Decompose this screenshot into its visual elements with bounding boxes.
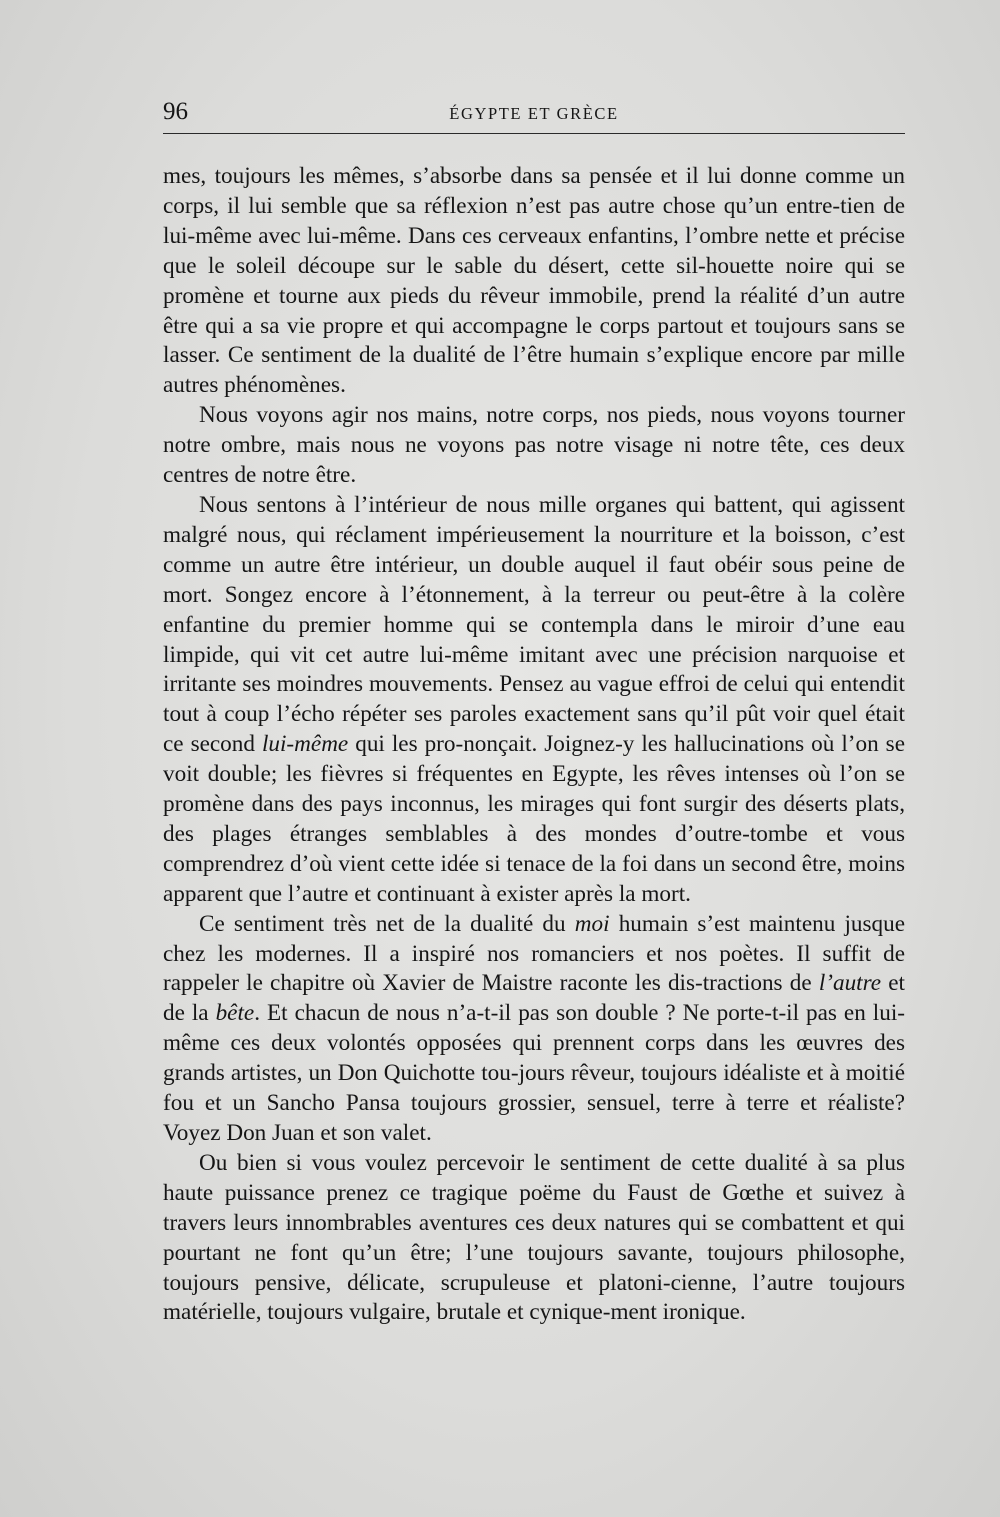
paragraph-text: Nous sentons à l’intérieur de nous mille organes qui battent, qui agissent malgré nous, qui réclament impérieusement la nourriture et la boisson, c’est comme un autre être intérieur, un double auquel il faut obéir sous peine de mort. Songez encore à l’étonnement, à la terreur ou peut-être à la colère enfantine du premier homme qui se contempla dans le miroir d’une eau limpide, qui vit cet autre lui-même imitant avec une précision narquoise et irritante ses moindres mouvements. Pensez au vague effroi de celui qui entendit tout à coup l’écho répéter ses paroles exactement sans qu’il pût voir quel était ce second [163,491,905,758]
paragraph-text: Ce sentiment très net de la dualité du [199,910,575,937]
paragraph-4 [163,910,905,1149]
italic-term-lui-meme: lui-même [261,731,349,758]
paragraph-text: qui les pro-nonçait. Joignez-y les hallucinations où l’on se voit double; les fièvres si fréquentes en Egypte, les rêves intenses où l’on se promène dans des pays inconnus, les mirages qui font surgir des déserts plats, des plages étranges semblables à des mondes d’outre-tombe et vous comprendrez d’où vient cette idée si tenace de la foi dans un second être, moins apparent que l’autre et continuant à exister après la mort. [163,731,905,907]
paragraph-text: Nous voyons agir nos mains, notre corps, nos pieds, nous voyons tourner notre ombre, mais nous ne voyons pas notre visage ni notre tête, ces deux centres de notre être. [163,402,905,489]
paragraph-text: . Et chacun de nous n’a-t-il pas son double ? Ne porte-t-il pas en lui-même ces deux volontés opposées qui prennent corps dans les œuvres des grands artistes, un Don Quichotte tou-jours rêveur, toujours idéaliste et à moitié fou et un Sancho Pansa toujours grossier, sensuel, terre à terre et réaliste? Voyez Don Juan et son valet. [163,1000,905,1146]
page-header [163,98,905,134]
paragraph-5 [163,1149,905,1328]
italic-term-moi: moi [574,910,610,937]
paragraph-text: mes, toujours les mêmes, s’absorbe dans sa pensée et il lui donne comme un corps, il lui semble que sa réflexion n’est pas autre chose qu’un entre-tien de lui-même avec lui-même. Dans ces cerveaux enfantins, l’ombre nette et précise que le soleil découpe sur le sable du désert, cette sil-houette noire qui se promène et tourne aux pieds du rêveur immobile, prend la réalité d’un autre être qui a sa vie propre et qui accompagne le corps partout et toujours sans se lasser. Ce sentiment de la dualité de l’être humain s’explique encore par mille autres phénomènes. [163,163,905,399]
body-text [163,162,905,1328]
paragraph-text: et de la [163,970,905,1027]
paragraph-text: Ou bien si vous voulez percevoir le sentiment de cette dualité à sa plus haute puissance prenez ce tragique poëme du Faust de Gœthe et suivez à travers leurs innombrables aventures ces deux natures qui se combattent et qui pourtant ne font qu’un être; l’une toujours savante, toujours philosophe, toujours pensive, délicate, scrupuleuse et platoni-cienne, l’autre toujours matérielle, toujours vulgaire, brutale et cynique-ment ironique. [163,1149,905,1326]
paragraph-text: humain s’est maintenu jusque chez les modernes. Il a inspiré nos romanciers et nos poètes. Il suffit de rappeler le chapitre où Xavier de Maistre raconte les dis-tractions de [163,910,905,997]
italic-term-bete: bête [215,1000,255,1027]
paragraph-3 [163,491,905,910]
header-rule [163,133,905,134]
paragraph-2 [163,401,905,491]
italic-term-autre: l’autre [818,970,882,997]
paragraph-1 [163,162,905,401]
running-head: ÉGYPTE ET GRÈCE [449,104,619,123]
page-number: 96 [163,98,188,125]
